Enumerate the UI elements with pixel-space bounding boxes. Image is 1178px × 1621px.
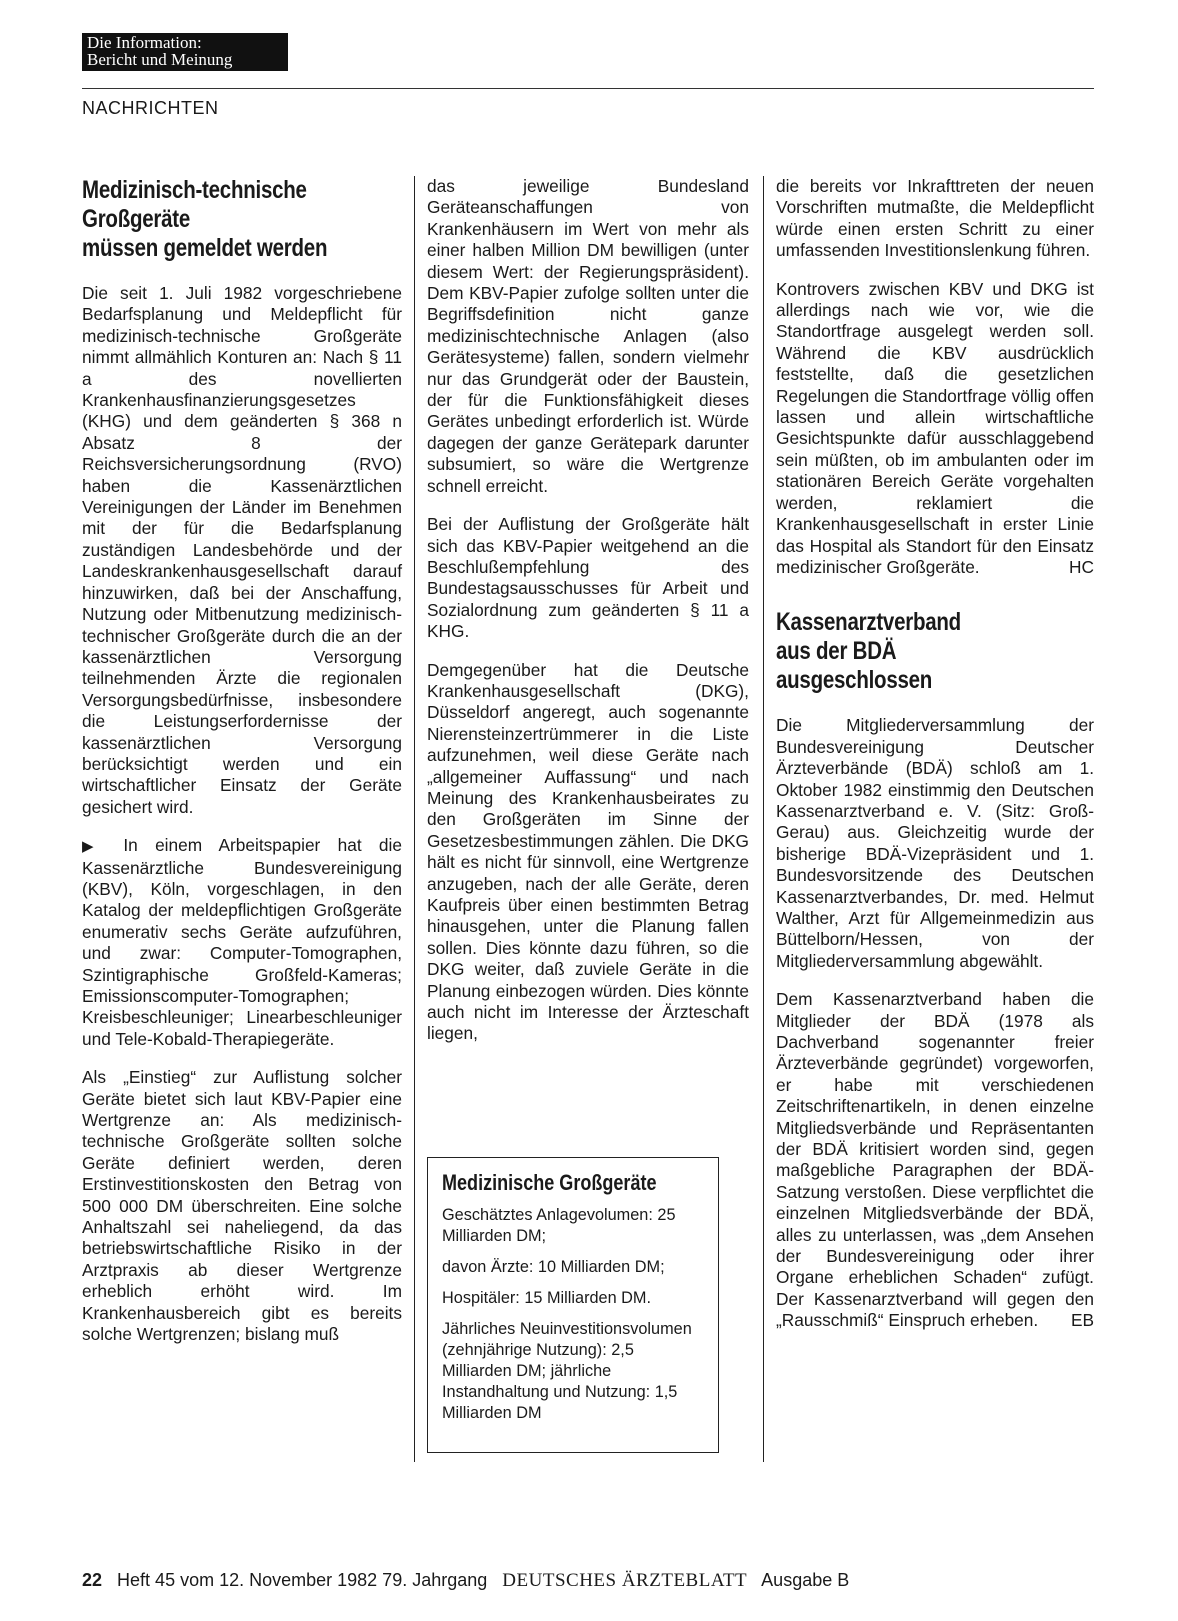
info-box-item-2: davon Ärzte: 10 Milliarden DM; (442, 1258, 665, 1276)
headline-line-2: Großgeräte (82, 205, 191, 233)
article-2-paragraph-2-text: Dem Kassenarztverband haben die Mitglieder der BDÄ (1978 als Dachverband sogenannter freier Ärzteverbände gegründet) vorgeworfen, er habe mit verschiedenen Zeitschriftenartikeln, in denen einzelne Mitgliedsverbände und Repräsentanten der BDÄ kritisiert worden sind, gegen maßgebliche Paragraphen der BDÄ-Satzung verstoßen. Diese verpflichtet die einzelnen Mitgliedsverbände der BDÄ, alles zu unterlassen, was „dem Ansehen der Bundesvereinigung oder ihrer Organe erheblichen Schaden“ zufügt. Der Kassenarztverband will gegen den „Rausschmiß“ Einspruch erheben. (776, 989, 1094, 1331)
article-1-paragraph-6: Demgegenüber hat die Deutsche Krankenhausgesellschaft (DKG), Düsseldorf angeregt, auch sogenannte Nierensteinzertrümmerer in die Liste aufzunehmen, weil diese Geräte nach „allgemeiner Auffassung“ und nach Meinung des Krankenhausbeirates zu den Großgeräten im Sinne der Gesetzesbestimmungen zählen. Die DKG hält es nicht für sinnvoll, eine Wertgrenze anzugeben, nach der alle Geräte, deren Kaufpreis über einen bestimmten Betrag hinausgehen, unter die Planung fallen sollen. Dies könnte dazu führen, so die DKG weiter, daß zuviele Geräte in die Planung einbezogen würden. Dies könnte auch nicht im Interesse der Ärzteschaft liegen, (427, 659, 749, 1044)
column-divider-1 (414, 176, 415, 1462)
column-divider-2 (763, 176, 764, 1462)
article-1-paragraph-3: Als „Einstieg“ zur Auflistung solcher Geräte bietet sich laut KBV-Papier eine Wertgrenze an: Als medizinisch-technische Großgeräte sollten solche Geräte definiert werden, deren Erstinvestitionskosten den Betrag von 500 000 DM überschreiten. Eine solche Anhaltszahl sei naheliegend, da das betriebswirtschaftliche Risiko in der Arztpraxis ab dieser Wertgrenze erheblich erhöht wird. Im Krankenhausbereich gibt es bereits solche Wertgrenzen; bislang muß (82, 1067, 402, 1345)
info-box (427, 1157, 719, 1453)
issue-info: Heft 45 vom 12. November 1982 79. Jahrgang (117, 1570, 488, 1590)
article-1-paragraph-2-text: In einem Arbeitspapier hat die Kassenärztliche Bundesvereinigung (KBV), Köln, vorgeschlagen, in den Katalog der meldepflichtigen Großgeräte enumerativ sechs Geräte aufzuführen, und zwar: Computer-Tomographen, Szintigraphische Großfeld-Kameras; Emissionscomputer-Tomographen; Kreisbeschleuniger; Linearbeschleuniger und Tele-Kobald-Therapiegeräte. (82, 835, 402, 1049)
magazine-name: DEUTSCHES ÄRZTEBLATT (502, 1570, 748, 1591)
article-1-paragraph-7: die bereits vor Inkrafttreten der neuen Vorschriften mutmaßte, die Meldepflicht würde einen ersten Schritt zu einer umfassenden Investitionslenkung führen. (776, 176, 1094, 261)
headline-line-3: müssen gemeldet werden (82, 234, 328, 262)
arrow-bullet-icon: ▶ (82, 838, 107, 856)
section-label: NACHRICHTEN (82, 98, 219, 118)
page-number: 22 (82, 1570, 103, 1590)
headline-2-line-2: aus der BDÄ (776, 637, 897, 666)
article-1-paragraph-1: Die seit 1. Juli 1982 vorgeschriebene Bedarfsplanung und Meldepflicht für medizinisch-technische Großgeräte nimmt allmählich Konturen an: Nach § 11 a des novellierten Krankenhausfinanzierungsgesetzes (KHG) und dem geänderten § 368 n Absatz 8 der Reichsversicherungsordnung (RVO) haben die Kassenärztlichen Vereinigungen der Länder im Benehmen mit der für die Bedarfsplanung zuständigen Landesbehörde und der Landeskrankenhausgesellschaft darauf hinzuwirken, daß bei der Anschaffung, Nutzung oder Mitbenutzung medizinisch-technischer Großgeräte durch die an der kassenärztlichen Versorgung teilnehmenden Ärzte die regionalen Versorgungsbedürfnisse, insbesondere die Leistungserfordernisse der kassenärztlichen Versorgung berücksichtigt werden und ein wirtschaftlicher Einsatz der Geräte gesichert wird. (82, 283, 402, 817)
info-box-item-3: Hospitäler: 15 Milliarden DM. (442, 1289, 652, 1307)
article-1-paragraph-8 (776, 279, 1094, 579)
column-3 (776, 176, 1094, 1349)
article-2-signature: EB (1070, 1310, 1094, 1331)
column-1 (82, 176, 402, 1363)
article-2-paragraph-2 (776, 989, 1094, 1332)
article-1-paragraph-5: Bei der Auflistung der Großgeräte hält sich das KBV-Papier weitgehend an die Beschlußempfehlung des Bundestagsausschusses für Arbeit und Sozialordnung zum geänderten § 11 a KHG. (427, 514, 749, 642)
column-2 (427, 176, 749, 1062)
info-box-title: Medizinische Großgeräte (442, 1170, 657, 1195)
top-rule (82, 88, 1094, 89)
article-1-paragraph-2 (82, 835, 402, 1050)
article-1-paragraph-4: das jeweilige Bundesland Geräteanschaffungen von Krankenhäusern im Wert von mehr als einer halben Million DM bewilligen (unter diesem Wert: der Regierungspräsident). Dem KBV-Papier zufolge sollten unter die Begriffsdefinition nicht ganze medizinischtechnische Anlagen (also Gerätesysteme) fallen, sondern vielmehr nur das Grundgerät oder der Baustein, der für die Funktionsfähigkeit dieses Gerätes unbedingt erforderlich ist. Würde dagegen der ganze Gerätepark darunter subsumiert, so wäre die Wertgrenze schnell erreicht. (427, 176, 749, 496)
kicker-line-1: Die Information: (87, 33, 202, 52)
info-box-item-1: Geschätztes Anlagevolumen: 25 Milliarden DM; (442, 1206, 676, 1245)
info-box-item-4: Jährliches Neuinvestitionsvolumen (zehnjährige Nutzung): 2,5 Milliarden DM; jährliche Instandhaltung und Nutzung: 1,5 Milliarden DM (442, 1320, 692, 1422)
article-1-signature: HC (1069, 556, 1094, 577)
headline-2-line-1: Kassenarztverband (776, 608, 961, 637)
article-1-headline (82, 176, 402, 263)
headline-2-line-3: ausgeschlossen (776, 666, 933, 695)
kicker-label (82, 33, 288, 71)
article-2-paragraph-1: Die Mitgliederversammlung der Bundesvereinigung Deutscher Ärzteverbände (BDÄ) schloß am 1. Oktober 1982 einstimmig den Deutschen Kassenarztverband e. V. (Sitz: Groß-Gerau) aus. Gleichzeitig wurde der bisherige BDÄ-Vizepräsident und 1. Bundesvorsitzende des Deutschen Kassenarztverbandes, Dr. med. Helmut Walther, Arzt für Allgemeinmedizin aus Büttelborn/Hessen, von der Mitgliederversammlung abgewählt. (776, 715, 1094, 971)
article-1-paragraph-8-text: Kontrovers zwischen KBV und DKG ist allerdings nach wie vor, wie die Standortfrage ausgelegt werden soll. Während die KBV ausdrücklich feststellte, daß die gesetzlichen Regelungen die Standortfrage völlig offen lassen und allein wirtschaftliche Gesichtspunkte dafür ausschlaggebend sein müßten, ob im ambulanten oder im stationären Bereich Geräte vorgehalten werden, reklamiert die Krankenhausgesellschaft in erster Linie das Hospital als Standort für den Einsatz medizinischer Großgeräte. (776, 278, 1094, 577)
edition-label: Ausgabe B (761, 1570, 850, 1590)
headline-line-1: Medizinisch-technische (82, 176, 307, 204)
page-footer (82, 1570, 849, 1592)
article-2-headline (776, 608, 1094, 695)
kicker-line-2: Bericht und Meinung (87, 50, 233, 69)
